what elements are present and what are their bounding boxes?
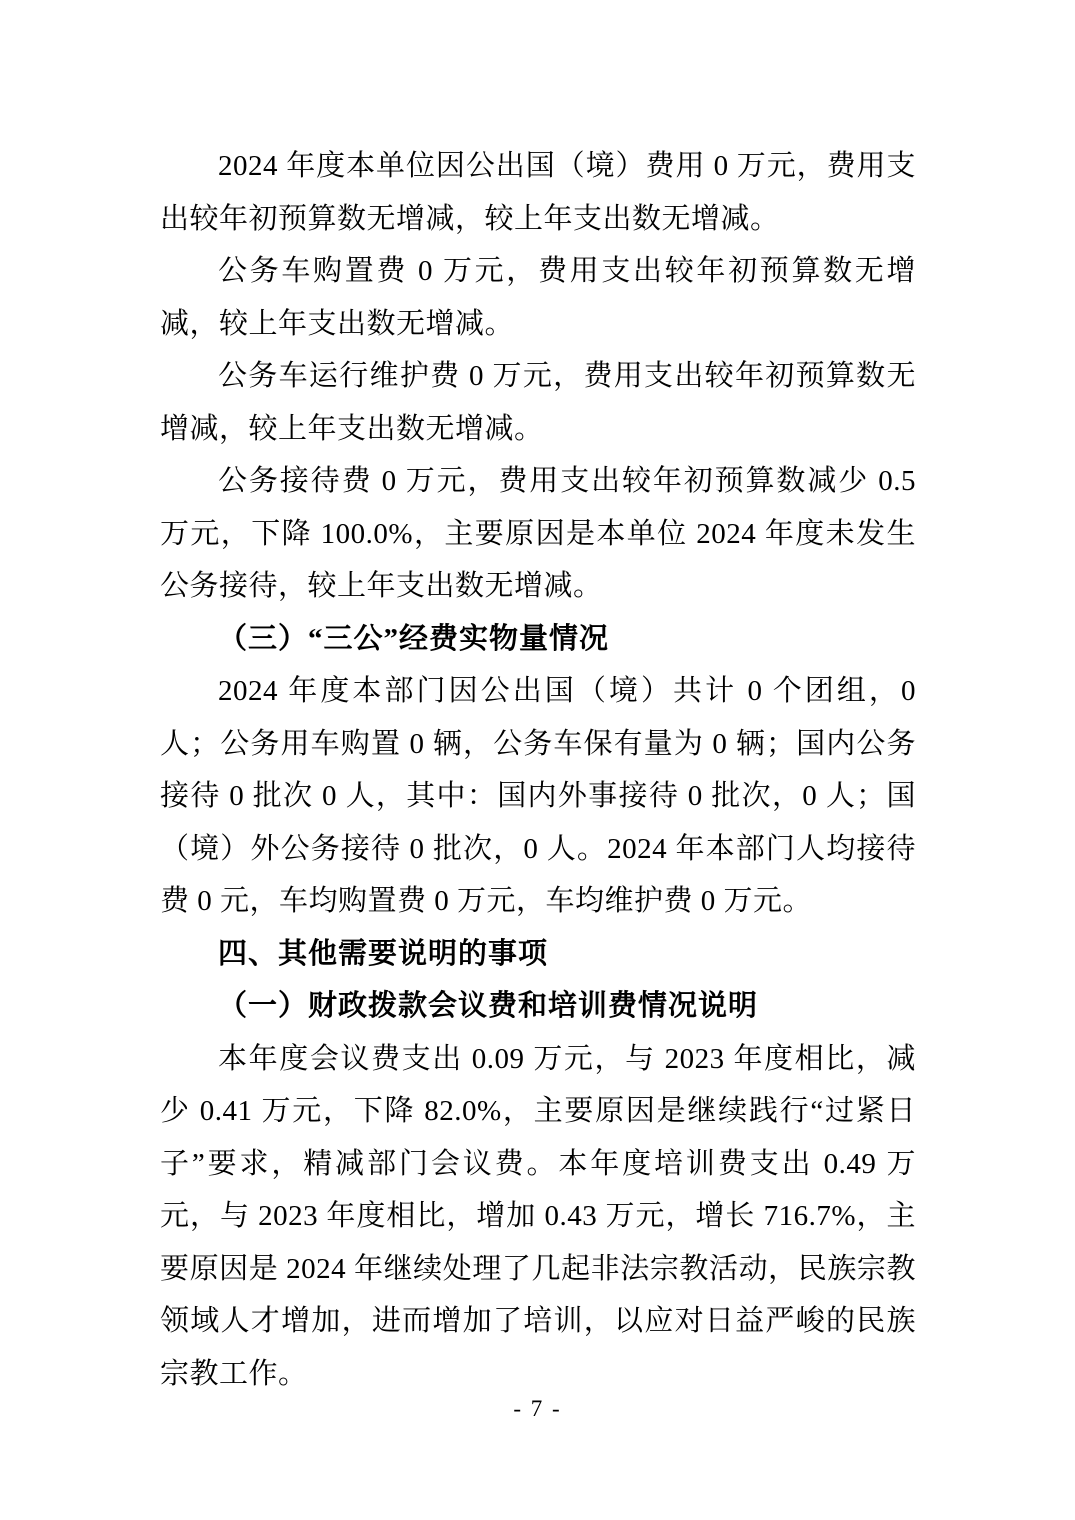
section-heading-four: 四、其他需要说明的事项 — [218, 937, 549, 970]
body-paragraph: 公务车运行维护费 0 万元，费用支出较年初预算数无增减，较上年支出数无增减。 — [160, 360, 916, 445]
body-paragraph: 公务车购置费 0 万元，费用支出较年初预算数无增减，较上年支出数无增减。 — [160, 255, 916, 340]
subsection-heading-one: （一）财政拨款会议费和培训费情况说明 — [218, 990, 759, 1022]
subsection-heading-three: （三）“三公”经费实物量情况 — [218, 622, 610, 655]
page-number: - 7 - — [513, 1396, 562, 1421]
body-paragraph: 本年度会议费支出 0.09 万元，与 2023 年度相比，减少 0.41 万元，下降 82.0%，主要原因是继续践行“过紧日子”要求，精减部门会议费。本年度培训费支出 0.49 万元，与 2023 年度相比，增加 0.43 万元，增长 716.7%，主要原因是 2024 年继续处理了几起非法宗教活动，民族宗教领域人才增加，进而增加了培训，以应对日益严峻的民族宗教工作。 — [160, 1042, 916, 1390]
body-paragraph: 2024 年度本单位因公出国（境）费用 0 万元，费用支出较年初预算数无增减，较上年支出数无增减。 — [160, 150, 916, 235]
body-paragraph: 公务接待费 0 万元，费用支出较年初预算数减少 0.5 万元，下降 100.0%，主要原因是本单位 2024 年度未发生公务接待，较上年支出数无增减。 — [160, 465, 916, 602]
document-body — [160, 140, 916, 1400]
body-paragraph: 2024 年度本部门因公出国（境）共计 0 个团组，0 人；公务用车购置 0 辆，公务车保有量为 0 辆；国内公务接待 0 批次 0 人，其中：国内外事接待 0 批次，0 人；国（境）外公务接待 0 批次，0 人。2024 年本部门人均接待费 0 元，车均购置费 0 万元，车均维护费 0 万元。 — [160, 675, 916, 917]
